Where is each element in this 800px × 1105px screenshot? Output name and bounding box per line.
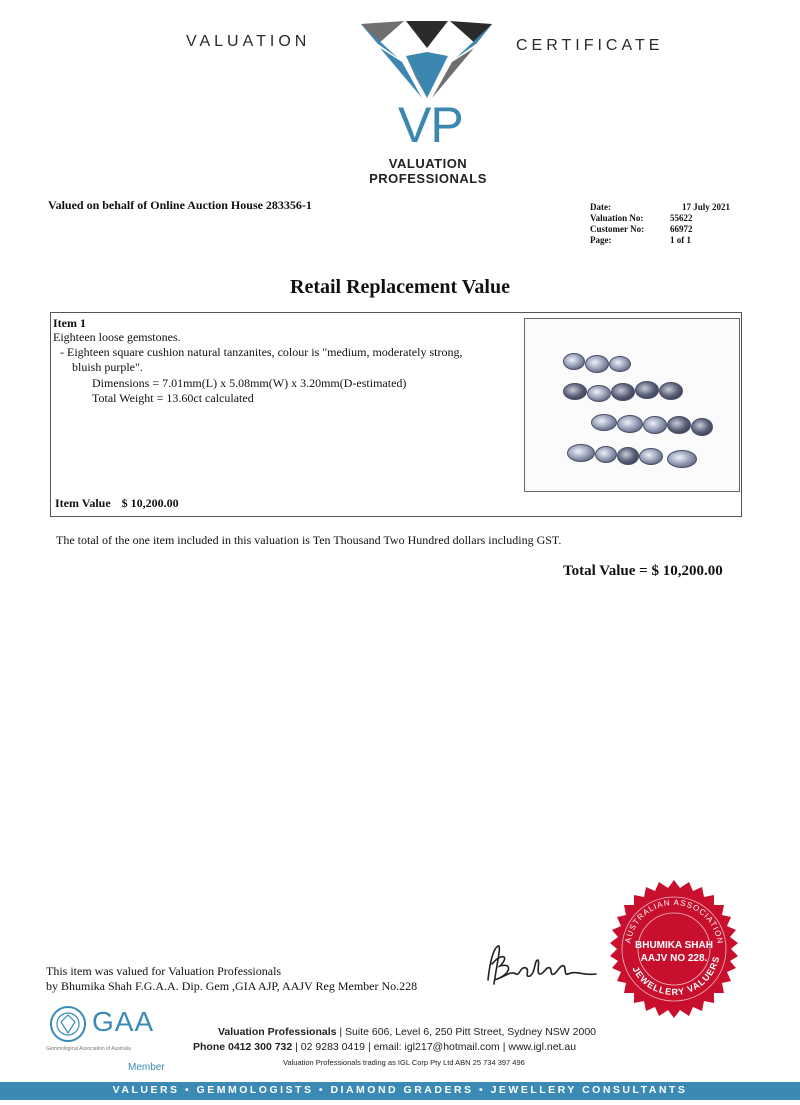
contact-phone: Phone 0412 300 732: [193, 1041, 293, 1053]
meta-value: 1 of 1: [670, 235, 691, 245]
meta-value: 55622: [670, 213, 693, 223]
gemstone: [617, 447, 639, 465]
gemstone: [591, 414, 617, 431]
header-left-word: VALUATION: [186, 33, 311, 50]
meta-value: 66972: [670, 224, 693, 234]
contact-address: | Suite 606, Level 6, 250 Pitt Street, Sydney NSW 2000: [336, 1026, 596, 1038]
valuer-line-1: This item was valued for Valuation Professionals: [46, 964, 282, 978]
gaa-letters: GAA: [92, 1006, 155, 1037]
signature-icon: [480, 940, 600, 996]
item-line-3: bluish purple".: [72, 360, 143, 374]
footer-bar: VALUERS • GEMMOLOGISTS • DIAMOND GRADERS • JEWELLERY CONSULTANTS: [0, 1082, 800, 1100]
logo-letters: VP: [398, 97, 463, 153]
total-sentence: The total of the one item included in this valuation is Ten Thousand Two Hundred dollars including GST.: [56, 533, 562, 547]
contact-line-1: [218, 1026, 596, 1038]
seal-icon: [600, 878, 748, 1026]
item-line-4: Dimensions = 7.01mm(L) x 5.08mm(W) x 3.20mm(D-estimated): [92, 376, 407, 390]
item-value-row: [55, 497, 179, 511]
meta-row-page: [590, 235, 730, 246]
meta-label: Customer No:: [590, 224, 645, 234]
valuer-line-2: by Bhumika Shah F.G.A.A. Dip. Gem ,GIA AJP, AAJV Reg Member No.228: [46, 979, 418, 993]
gaa-member: Member: [128, 1062, 165, 1073]
gemstone: [643, 416, 667, 434]
seal-number: AAJV NO 228.: [640, 953, 708, 964]
gemstone: [611, 383, 635, 401]
meta-row-valuation-no: [590, 213, 730, 224]
gemstone: [595, 446, 617, 463]
gemstone: [609, 356, 631, 372]
gemstone: [585, 355, 609, 373]
gemstone-photo: [524, 318, 740, 492]
meta-table: [590, 202, 730, 246]
logo-line-1: VALUATION: [388, 156, 468, 171]
logo-name: [360, 156, 496, 186]
diamond-logo-icon: [358, 18, 496, 100]
gemstone: [635, 381, 659, 399]
gaa-subtitle: Gemmological Association of Australia: [46, 1046, 131, 1052]
meta-label: Page:: [590, 235, 612, 245]
valuer-statement: [46, 964, 417, 994]
item-line-2: - Eighteen square cushion natural tanzanites, colour is "medium, moderately strong,: [60, 345, 463, 359]
item-line-1: Eighteen loose gemstones.: [53, 330, 181, 344]
item-heading: Item 1: [53, 316, 86, 330]
gemstone: [563, 383, 587, 400]
gemstone: [691, 418, 713, 436]
meta-row-customer-no: [590, 224, 730, 235]
gemstone: [639, 448, 663, 465]
meta-label: Valuation No:: [590, 213, 644, 223]
logo-line-2: PROFESSIONALS: [369, 171, 487, 186]
meta-row-date: [590, 202, 730, 213]
seal-ring-text: AUSTRALIAN ASSOCIATION: [623, 897, 725, 946]
gemstone: [667, 416, 691, 434]
contact-line-2: [193, 1041, 576, 1053]
item-line-5: Total Weight = 13.60ct calculated: [92, 391, 254, 405]
total-value: Total Value = $ 10,200.00: [563, 563, 723, 579]
document-title: Retail Replacement Value: [290, 276, 510, 298]
gaa-emblem-icon: [48, 1004, 88, 1044]
contact-details: | 02 9283 0419 | email: igl217@hotmail.com | www.igl.net.au: [292, 1041, 577, 1053]
meta-label: Date:: [590, 202, 611, 212]
item-value: $ 10,200.00: [121, 496, 179, 510]
gemstone: [563, 353, 585, 370]
gemstone: [617, 415, 643, 433]
contact-line-3: Valuation Professionals trading as IGL Corp Pty Ltd ABN 25 734 397 496: [283, 1058, 525, 1067]
aajv-seal: [600, 878, 748, 1026]
contact-company: Valuation Professionals: [218, 1026, 337, 1038]
gemstone: [667, 450, 697, 468]
gemstone: [567, 444, 595, 462]
item-value-label: Item Value: [55, 496, 111, 510]
seal-name: BHUMIKA SHAH: [635, 940, 713, 951]
client-line: Valued on behalf of Online Auction House 283356-1: [48, 198, 312, 212]
meta-value: 17 July 2021: [681, 202, 730, 212]
gemstone: [659, 382, 683, 400]
gemstone: [587, 385, 611, 402]
seal-ring-text-bottom: JEWELLERY VALUERS: [630, 954, 722, 998]
header-right-word: CERTIFICATE: [516, 37, 664, 54]
